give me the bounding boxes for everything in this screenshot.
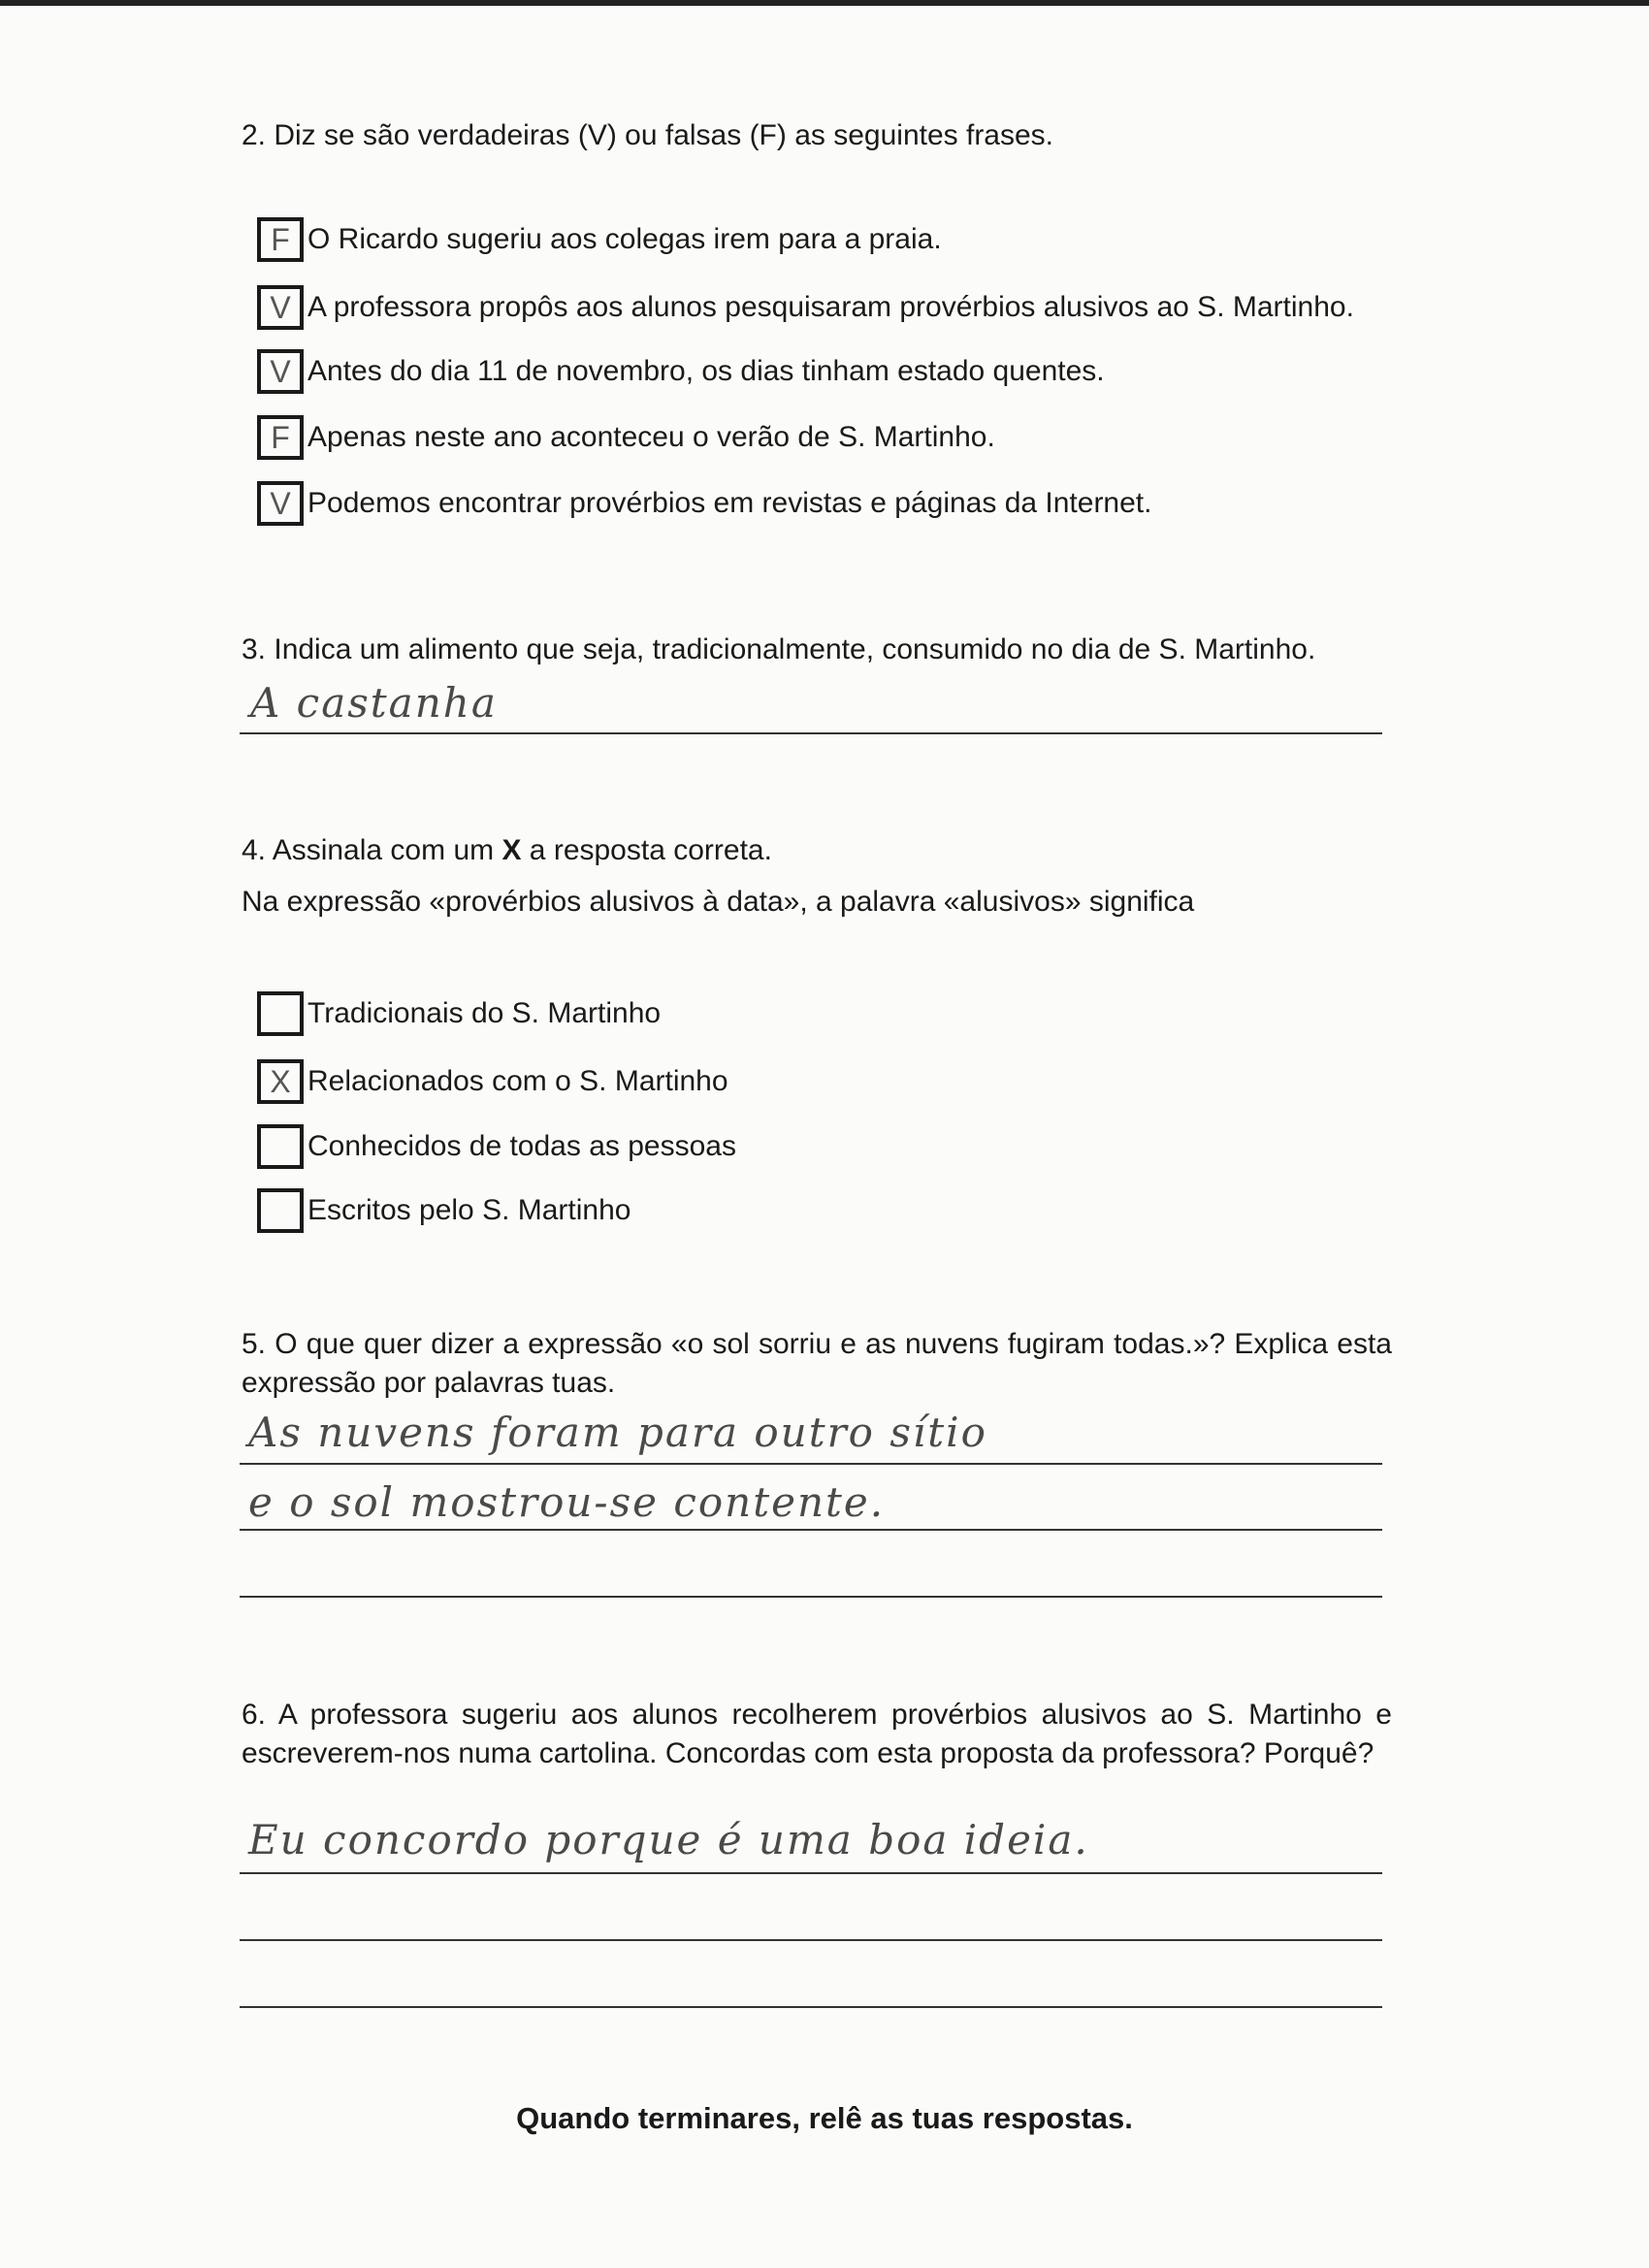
q2-item-2 xyxy=(257,283,1354,332)
closing-instruction: Quando terminares, relê as tuas respostas. xyxy=(516,2101,1133,2135)
q5-answer-line-3[interactable] xyxy=(240,1596,1382,1598)
q2-item-1-answer-box[interactable]: F xyxy=(257,217,304,262)
q4-option-4 xyxy=(257,1186,630,1235)
q2-item-4 xyxy=(257,413,995,462)
q2-item-3-answer-box[interactable]: V xyxy=(257,349,304,394)
q2-item-4-answer-box[interactable]: F xyxy=(257,415,304,460)
q4-option-4-text: Escritos pelo S. Martinho xyxy=(307,1194,631,1226)
q2-item-2-text: A professora propôs aos alunos pesquisaram provérbios alusivos ao S. Martinho. xyxy=(307,291,1354,323)
q2-item-3 xyxy=(257,347,1105,396)
q4-option-2 xyxy=(257,1057,728,1106)
q2-item-5 xyxy=(257,479,1151,528)
q4-option-1 xyxy=(257,989,661,1038)
q2-item-5-answer-box[interactable]: V xyxy=(257,481,304,526)
question-4-prompt xyxy=(242,831,772,870)
q2-item-4-text: Apenas neste ano aconteceu o verão de S. Martinho. xyxy=(307,421,995,453)
question-3-prompt: 3. Indica um alimento que seja, tradicionalmente, consumido no dia de S. Martinho. xyxy=(242,633,1316,665)
q6-answer-line-3[interactable] xyxy=(240,2006,1382,2008)
q2-item-1-text: O Ricardo sugeriu aos colegas irem para a praia. xyxy=(307,223,942,255)
q4-prompt-start: 4. Assinala com um xyxy=(242,834,502,866)
question-2-prompt: 2. Diz se são verdadeiras (V) ou falsas (F) as seguintes frases. xyxy=(242,119,1054,151)
q4-option-3 xyxy=(257,1122,736,1171)
q4-option-2-text: Relacionados com o S. Martinho xyxy=(307,1065,728,1097)
q5-answer-line-1[interactable] xyxy=(240,1463,1382,1465)
q4-option-2-checkbox[interactable]: X xyxy=(257,1059,304,1104)
question-4-subprompt: Na expressão «provérbios alusivos à data», a palavra «alusivos» significa xyxy=(242,886,1195,918)
q4-prompt-end: a resposta correta. xyxy=(521,834,772,866)
q4-option-3-text: Conhecidos de todas as pessoas xyxy=(307,1130,736,1162)
q3-handwritten-answer: A castanha xyxy=(250,679,498,727)
q5-handwritten-line-1: As nuvens foram para outro sítio xyxy=(248,1409,987,1456)
question-5-prompt: 5. O que quer dizer a expressão «o sol sorriu e as nuvens fugiram todas.»? Explica esta expressão por palavras tuas. xyxy=(242,1328,1392,1399)
q6-handwritten-line-1: Eu concordo porque é uma boa ideia. xyxy=(248,1816,1089,1863)
q2-item-2-answer-box[interactable]: V xyxy=(257,285,304,330)
scan-top-edge xyxy=(0,0,1649,6)
q2-item-3-text: Antes do dia 11 de novembro, os dias tinham estado quentes. xyxy=(307,355,1105,387)
q4-option-4-checkbox[interactable] xyxy=(257,1188,304,1233)
q4-option-3-checkbox[interactable] xyxy=(257,1124,304,1169)
q5-handwritten-line-2: e o sol mostrou-se contente. xyxy=(248,1478,886,1526)
question-6-prompt: 6. A professora sugeriu aos alunos recolherem provérbios alusivos ao S. Martinho e escreverem-nos numa cartolina. Concordas com esta proposta da professora? Porquê? xyxy=(242,1699,1392,1769)
q6-answer-line-1[interactable] xyxy=(240,1872,1382,1874)
q2-item-1 xyxy=(257,215,942,264)
q4-option-1-text: Tradicionais do S. Martinho xyxy=(307,997,662,1029)
q5-answer-line-2[interactable] xyxy=(240,1529,1382,1531)
q3-answer-line[interactable] xyxy=(240,732,1382,734)
q6-answer-line-2[interactable] xyxy=(240,1939,1382,1941)
q2-item-5-text: Podemos encontrar provérbios em revistas e páginas da Internet. xyxy=(307,487,1152,519)
q4-option-1-checkbox[interactable] xyxy=(257,991,304,1036)
q4-prompt-x: X xyxy=(501,834,522,866)
